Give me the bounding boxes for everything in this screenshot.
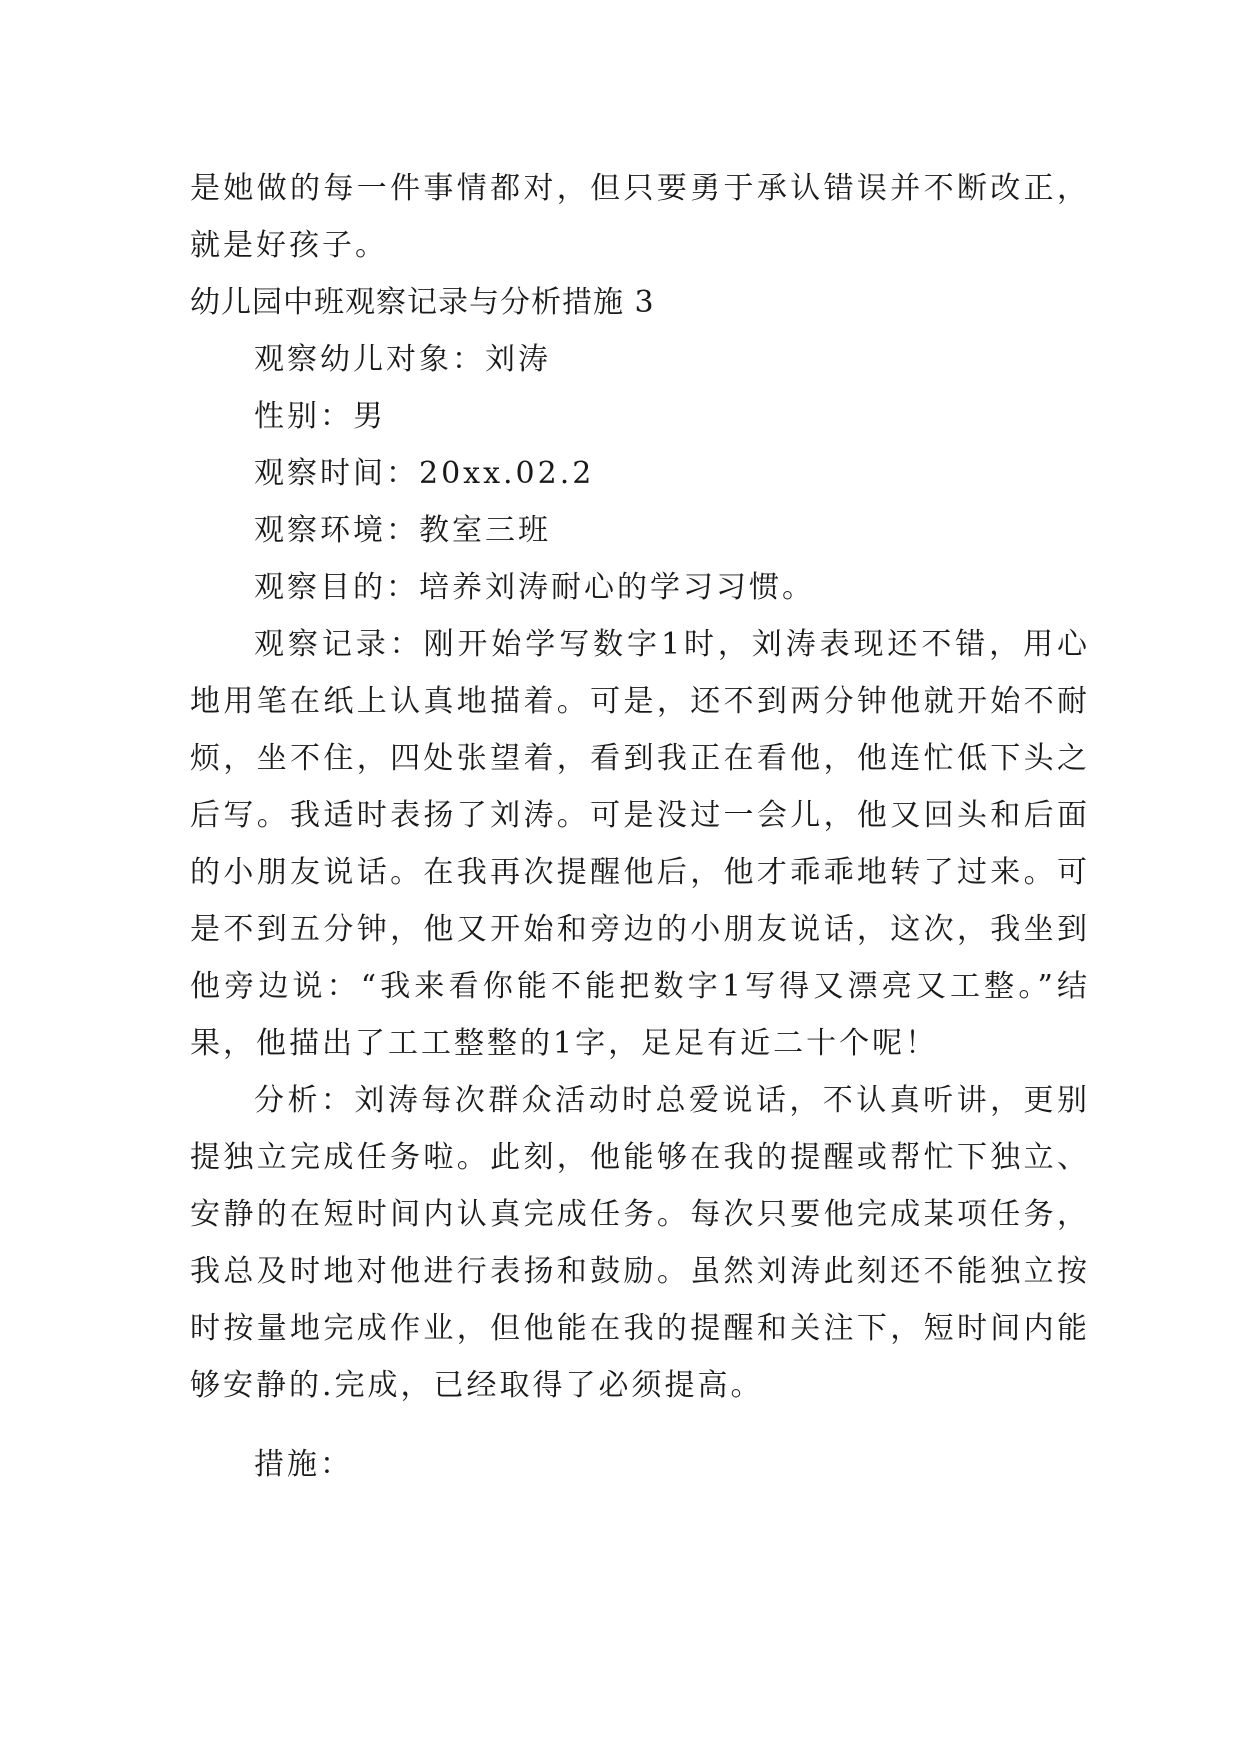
- measures-label: 措施：: [254, 1447, 353, 1482]
- field-time: 观察时间：20xx.02.2: [254, 456, 595, 491]
- observation-record: 观察记录：刚开始学写数字1时，刘涛表现还不错，用心地用笔在纸上认真地描着。可是，还不到两分钟他就开始不耐烦，坐不住，四处张望着，看到我正在看他，他连忙低下头之后写。我适时表扬了刘涛。可是没过一会儿，他又回头和后面的小朋友说话。在我再次提醒他后，他才乖乖地转了过来。可是不到五分钟，他又开始和旁边的小朋友说话，这次，我坐到他旁边说：“我来看你能不能把数字1写得又漂亮又工整。”结果，他描出了工工整整的1字，足足有近二十个呢！: [190, 627, 1090, 1061]
- analysis-paragraph: 分析：刘涛每次群众活动时总爱说话，不认真听讲，更别提独立完成任务啦。此刻，他能够在我的提醒或帮忙下独立、安静的在短时间内认真完成任务。每次只要他完成某项任务，我总及时地对他进行表扬和鼓励。虽然刘涛此刻还不能独立按时按量地完成作业，但他能在我的提醒和关注下，短时间内能够安静的.完成，已经取得了必须提高。: [190, 1083, 1090, 1403]
- field-subject: 观察幼儿对象：刘涛: [254, 342, 551, 377]
- lead-paragraph: 是她做的每一件事情都对，但只要勇于承认错误并不断改正，就是好孩子。: [190, 171, 1090, 263]
- document-body: [190, 160, 1090, 1493]
- field-purpose: 观察目的：培养刘涛耐心的学习习惯。: [254, 570, 815, 605]
- field-gender: 性别：男: [254, 399, 386, 434]
- field-environment: 观察环境：教室三班: [254, 513, 551, 548]
- section-title: 幼儿园中班观察记录与分析措施 3: [190, 285, 655, 320]
